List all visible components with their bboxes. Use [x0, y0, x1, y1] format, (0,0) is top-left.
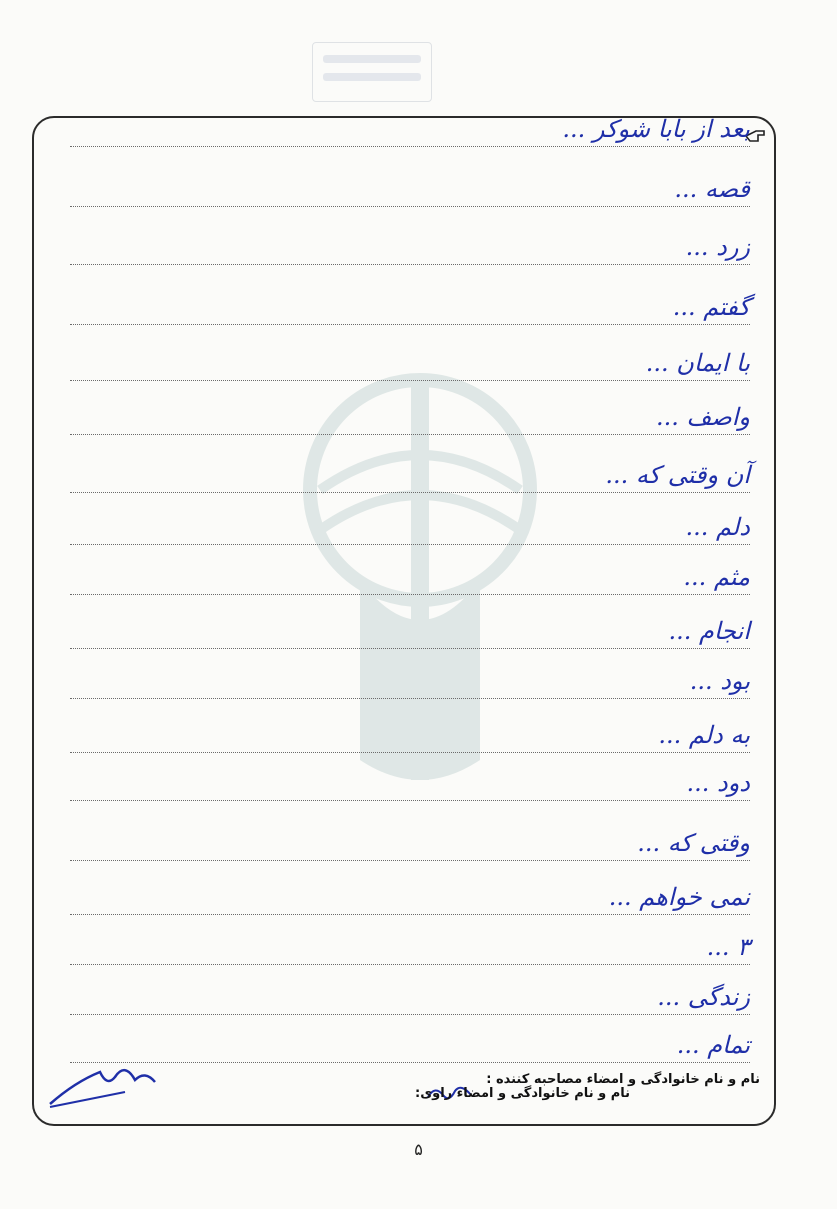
handwritten-text: انجام ... — [668, 617, 750, 645]
handwritten-line — [70, 766, 750, 801]
handwritten-text: دود ... — [686, 769, 750, 797]
handwritten-text: بعد از بابا شوکر ... — [562, 115, 750, 143]
handwritten-line — [70, 980, 750, 1015]
handwritten-line — [70, 400, 750, 435]
handwritten-text: زندگی ... — [657, 983, 750, 1011]
handwritten-line — [70, 614, 750, 649]
interviewer-label: نام و نام خانوادگی و امضاء مصاحبه کننده : — [486, 1072, 760, 1087]
faded-stamp — [312, 42, 432, 102]
handwritten-line — [70, 346, 750, 381]
page-number: ۵ — [414, 1140, 423, 1159]
handwritten-line — [70, 664, 750, 699]
handwritten-text: واصف ... — [656, 403, 750, 431]
handwritten-text: گفتم ... — [672, 293, 750, 321]
handwritten-line — [70, 826, 750, 861]
narrator-label: نام و نام خانوادگی و امضاء راوی: — [415, 1086, 630, 1101]
handwritten-text: مثم ... — [683, 563, 750, 591]
handwritten-line — [70, 112, 750, 147]
handwritten-text: آن وقتی که ... — [605, 461, 750, 489]
handwritten-text: زرد ... — [685, 233, 750, 261]
handwritten-line — [70, 1028, 750, 1063]
handwritten-text: وقتی که ... — [637, 829, 750, 857]
handwritten-line — [70, 718, 750, 753]
handwritten-text: با ایمان ... — [645, 349, 750, 377]
handwritten-text: بود ... — [689, 667, 750, 695]
signature-footer — [60, 1072, 760, 1112]
handwritten-line — [70, 290, 750, 325]
handwritten-line — [70, 458, 750, 493]
handwritten-line — [70, 930, 750, 965]
handwritten-text: نمی خواهم ... — [608, 883, 750, 911]
handwritten-line — [70, 880, 750, 915]
handwritten-line — [70, 230, 750, 265]
handwritten-text: تمام ... — [676, 1031, 750, 1059]
handwritten-line — [70, 172, 750, 207]
handwritten-line — [70, 510, 750, 545]
handwritten-text: دلم ... — [685, 513, 750, 541]
handwritten-text: قصه ... — [674, 175, 750, 203]
handwritten-text: به دلم ... — [658, 721, 750, 749]
handwritten-line — [70, 560, 750, 595]
handwritten-text: ۳ ... — [706, 933, 750, 961]
